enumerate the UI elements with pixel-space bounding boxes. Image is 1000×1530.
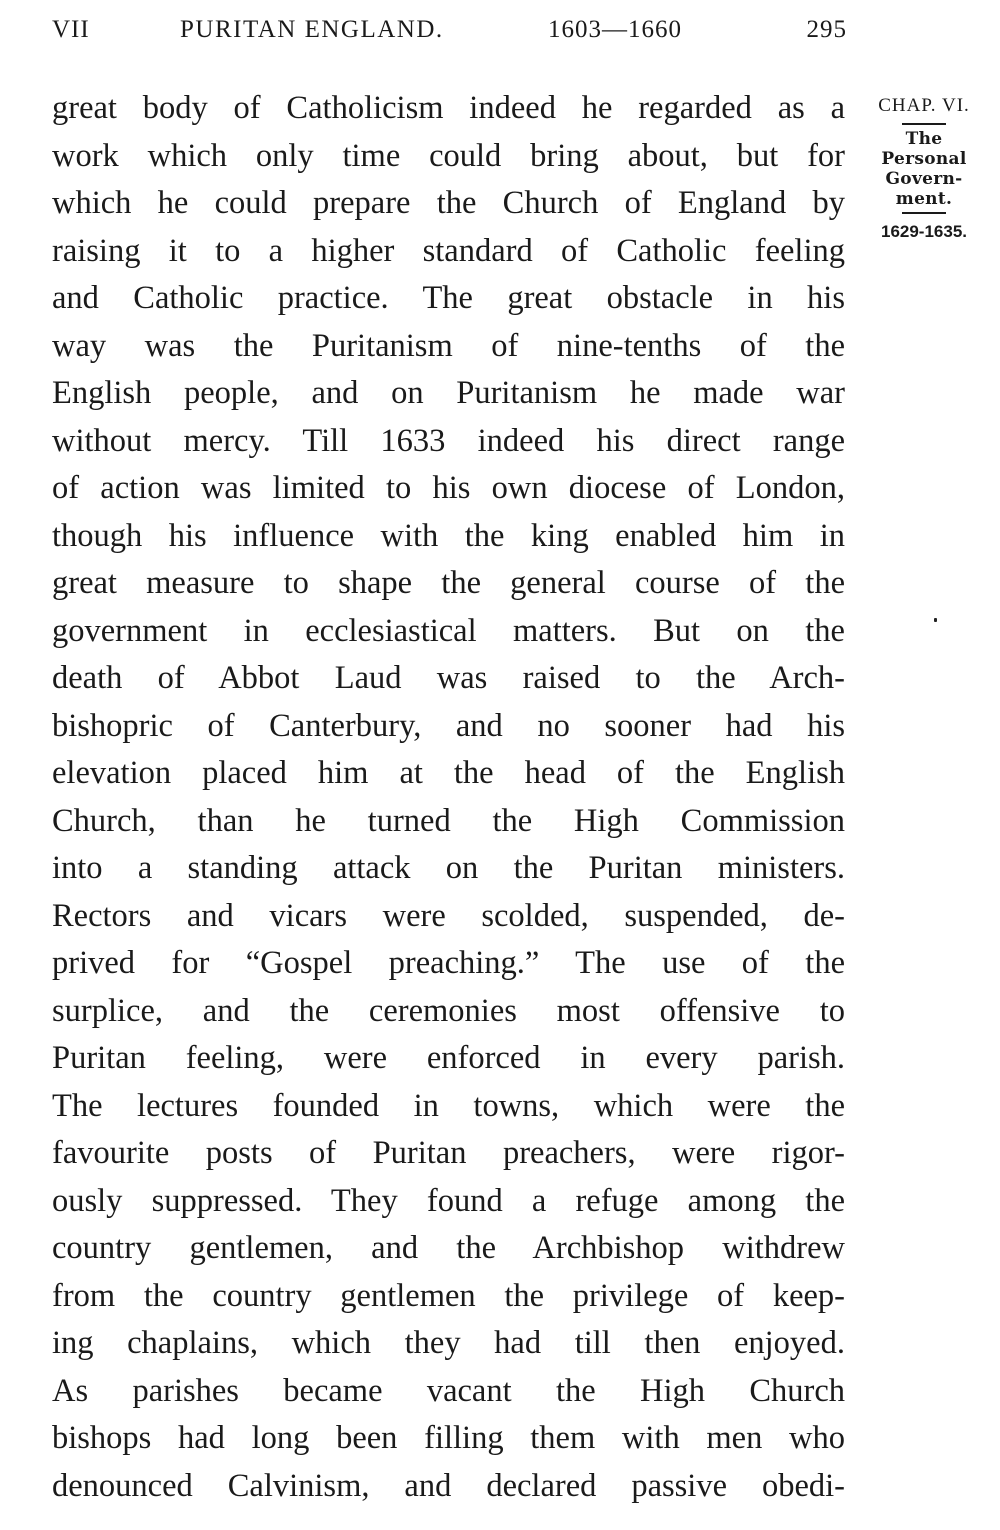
print-speck bbox=[934, 618, 937, 622]
body-line: ing chaplains, which they had till then enjoyed. bbox=[52, 1325, 845, 1361]
body-line: Rectors and vicars were scolded, suspended, de- bbox=[52, 897, 845, 934]
running-header bbox=[52, 16, 847, 52]
body-line: death of Abbot Laud was raised to the Arch- bbox=[52, 660, 845, 696]
body-line: raising it to a higher standard of Catholic feeling bbox=[52, 232, 845, 269]
margin-topic-line: Personal bbox=[881, 149, 967, 169]
body-line: favourite posts of Puritan preachers, were rigor- bbox=[52, 1135, 845, 1171]
body-line: country gentlemen, and the Archbishop withdrew bbox=[52, 1230, 845, 1266]
body-line: of action was limited to his own diocese of London, bbox=[52, 470, 845, 506]
margin-topic-line: The bbox=[905, 129, 943, 149]
body-line: ously suppressed. They found a refuge among the bbox=[52, 1182, 845, 1219]
margin-topic-line: ment. bbox=[895, 189, 953, 209]
body-line: elevation placed him at the head of the English bbox=[52, 755, 845, 791]
body-line: though his influence with the king enabled him in bbox=[52, 517, 845, 554]
margin-topic bbox=[868, 129, 980, 209]
header-year-range: 1603—1660 bbox=[548, 16, 682, 43]
page-number: 295 bbox=[806, 16, 847, 43]
body-line: and Catholic practice. The great obstacle in his bbox=[52, 280, 845, 316]
margin-chapter: CHAP. VI. bbox=[878, 95, 970, 116]
body-line: work which only time could bring about, but for bbox=[52, 137, 845, 174]
margin-divider bbox=[902, 212, 946, 214]
body-line: Puritan feeling, were enforced in every parish. bbox=[52, 1040, 845, 1076]
body-text bbox=[52, 85, 845, 1510]
body-line: denounced Calvinism, and declared passive obedi- bbox=[52, 1467, 845, 1504]
margin-divider bbox=[902, 123, 946, 125]
header-book-title: PURITAN ENGLAND. bbox=[180, 16, 444, 43]
body-line: great body of Catholicism indeed he regarded as a bbox=[52, 90, 845, 126]
header-chapter-number: VII bbox=[52, 16, 90, 43]
body-line: from the country gentlemen the privilege of keep- bbox=[52, 1277, 845, 1314]
margin-topic-line: Govern- bbox=[885, 169, 963, 189]
body-line: into a standing attack on the Puritan ministers. bbox=[52, 850, 845, 886]
body-line: surplice, and the ceremonies most offensive to bbox=[52, 992, 845, 1029]
body-line: bishopric of Canterbury, and no sooner had his bbox=[52, 707, 845, 744]
body-line: without mercy. Till 1633 indeed his direct range bbox=[52, 422, 845, 459]
body-line: bishops had long been filling them with men who bbox=[52, 1420, 845, 1456]
margin-date-range: 1629-1635. bbox=[880, 222, 968, 241]
body-line: great measure to shape the general course of the bbox=[52, 565, 845, 601]
body-line: way was the Puritanism of nine-tenths of the bbox=[52, 327, 845, 364]
body-line: prived for “Gospel preaching.” The use of the bbox=[52, 945, 845, 981]
body-line: English people, and on Puritanism he made war bbox=[52, 375, 845, 411]
body-line: Church, than he turned the High Commission bbox=[52, 802, 845, 839]
margin-note bbox=[868, 92, 980, 244]
body-line: As parishes became vacant the High Church bbox=[52, 1372, 845, 1409]
body-line: The lectures founded in towns, which were the bbox=[52, 1087, 845, 1124]
body-line: government in ecclesiastical matters. But on the bbox=[52, 612, 845, 649]
body-line: which he could prepare the Church of England by bbox=[52, 185, 845, 221]
